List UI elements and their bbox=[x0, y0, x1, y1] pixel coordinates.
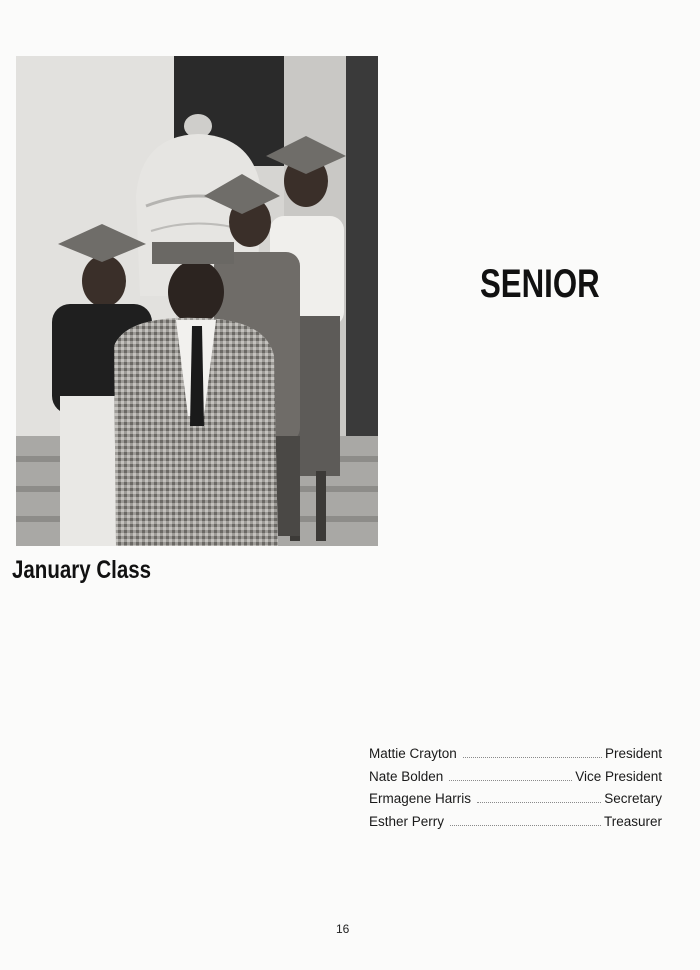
leader-dots bbox=[477, 802, 601, 803]
photo-illustration bbox=[16, 56, 378, 546]
officers-list bbox=[369, 746, 662, 836]
officer-row bbox=[369, 791, 662, 814]
officer-role: Secretary bbox=[604, 791, 662, 806]
officer-row bbox=[369, 746, 662, 769]
leader-dots bbox=[450, 825, 601, 826]
officer-name: Esther Perry bbox=[369, 813, 445, 829]
leader-dots bbox=[463, 757, 602, 758]
page-heading: SENIOR bbox=[480, 262, 600, 306]
officer-role: Vice President bbox=[575, 768, 662, 784]
page-number: 16 bbox=[336, 922, 350, 936]
class-officers-photo bbox=[16, 56, 378, 546]
officer-row bbox=[369, 769, 662, 792]
officer-role: President bbox=[604, 746, 662, 761]
officer-name: Nate Bolden bbox=[369, 768, 444, 784]
photo-caption: January Class bbox=[12, 556, 152, 584]
officer-row bbox=[369, 814, 662, 837]
officer-name: Mattie Crayton bbox=[369, 746, 457, 761]
officer-name: Ermagene Harris bbox=[369, 791, 472, 806]
leader-dots bbox=[449, 780, 572, 781]
officer-role: Treasurer bbox=[603, 813, 662, 829]
